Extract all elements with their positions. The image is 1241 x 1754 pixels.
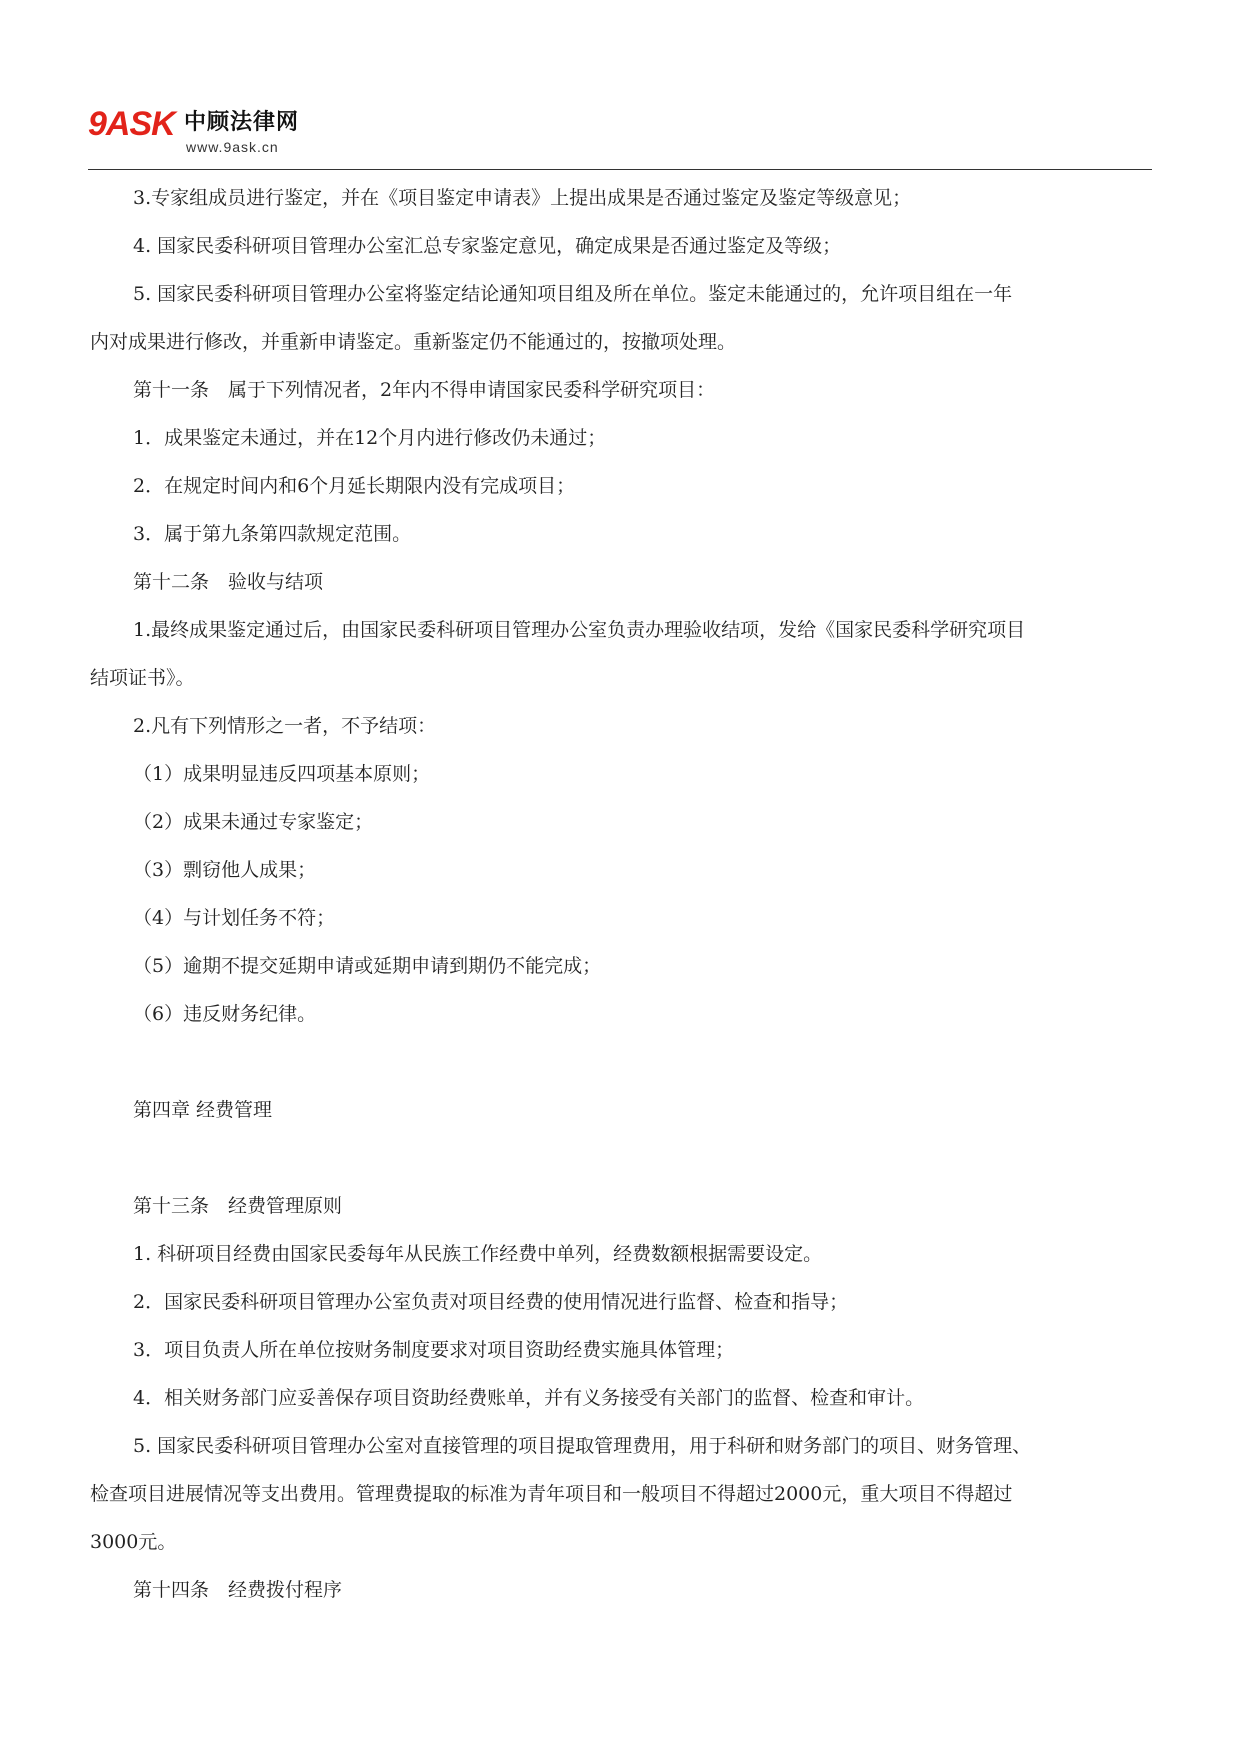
paragraph: 第十四条 经费拨付程序 (133, 1579, 343, 1601)
site-logo[interactable] (88, 104, 328, 164)
paragraph: （5）逾期不提交延期申请或延期申请到期仍不能完成； (133, 955, 602, 977)
paragraph: 4. 国家民委科研项目管理办公室汇总专家鉴定意见，确定成果是否通过鉴定及等级； (133, 235, 842, 257)
paragraph: 结项证书》。 (90, 667, 195, 689)
paragraph: 第十一条 属于下列情况者，2年内不得申请国家民委科学研究项目： (133, 379, 716, 401)
paragraph: 2.凡有下列情形之一者，不予结项： (133, 715, 437, 737)
document-body (90, 174, 1150, 1614)
paragraph: 3.专家组成员进行鉴定，并在《项目鉴定申请表》上提出成果是否通过鉴定及鉴定等级意见； (133, 187, 912, 209)
paragraph: 5. 国家民委科研项目管理办公室对直接管理的项目提取管理费用，用于科研和财务部门的项目、财务管理、 (133, 1435, 1032, 1457)
paragraph: （4）与计划任务不符； (133, 907, 336, 929)
paragraph: 5. 国家民委科研项目管理办公室将鉴定结论通知项目组及所在单位。鉴定未能通过的，允许项目组在一年 (133, 283, 1013, 305)
paragraph: 3000元。 (90, 1531, 177, 1553)
blank-line (90, 1134, 1150, 1182)
paragraph: （2）成果未通过专家鉴定； (133, 811, 374, 833)
paragraph: 1. 科研项目经费由国家民委每年从民族工作经费中单列，经费数额根据需要设定。 (133, 1243, 823, 1265)
paragraph: 4．相关财务部门应妥善保存项目资助经费账单，并有义务接受有关部门的监督、检查和审计。 (133, 1387, 925, 1409)
paragraph: （6）违反财务纪律。 (133, 1003, 317, 1025)
paragraph: （3）剽窃他人成果； (133, 859, 317, 881)
paragraph: 内对成果进行修改，并重新申请鉴定。重新鉴定仍不能通过的，按撤项处理。 (90, 331, 737, 353)
paragraph: 1.最终成果鉴定通过后，由国家民委科研项目管理办公室负责办理验收结项，发给《国家民委科学研究项目 (133, 619, 1026, 641)
blank-line (90, 1038, 1150, 1086)
paragraph: 第四章 经费管理 (133, 1099, 273, 1121)
paragraph: 1．成果鉴定未通过，并在12个月内进行修改仍未通过； (133, 427, 607, 449)
header-divider (88, 169, 1152, 170)
logo-mark: 9ASK (88, 105, 175, 143)
paragraph: 3．项目负责人所在单位按财务制度要求对项目资助经费实施具体管理； (133, 1339, 735, 1361)
paragraph: 3．属于第九条第四款规定范围。 (133, 523, 412, 545)
paragraph: 2．在规定时间内和6个月延长期限内没有完成项目； (133, 475, 576, 497)
paragraph: 检查项目进展情况等支出费用。管理费提取的标准为青年项目和一般项目不得超过2000元，重大项目不得超过 (90, 1483, 1013, 1505)
paragraph: 2．国家民委科研项目管理办公室负责对项目经费的使用情况进行监督、检查和指导； (133, 1291, 849, 1313)
paragraph: （1）成果明显违反四项基本原则； (133, 763, 431, 785)
site-url[interactable]: www.9ask.cn (186, 139, 279, 155)
paragraph: 第十二条 验收与结项 (133, 571, 324, 593)
site-name: 中顾法律网 (184, 110, 300, 135)
paragraph: 第十三条 经费管理原则 (133, 1195, 343, 1217)
page-header (88, 98, 1150, 170)
